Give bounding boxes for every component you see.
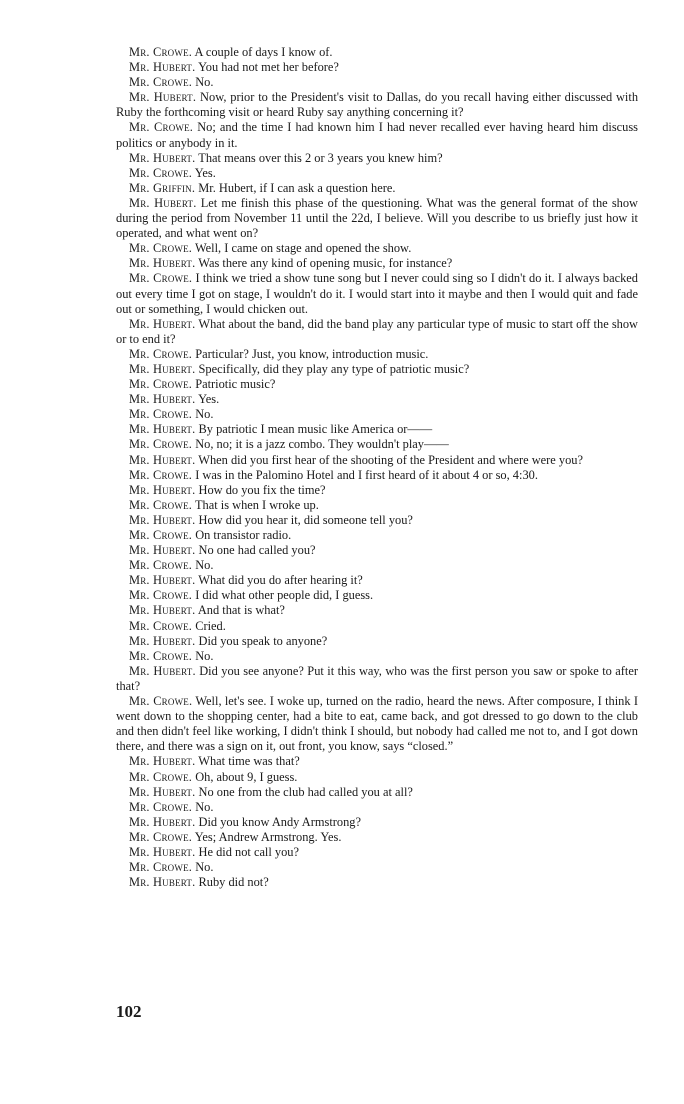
utterance-text: What did you do after hearing it? [198, 573, 363, 588]
transcript-line [116, 483, 638, 498]
transcript-line [116, 845, 638, 860]
speaker-name: Mr. Hubert. [129, 543, 196, 558]
transcript-line [116, 271, 638, 316]
speaker-name: Mr. Crowe. [129, 769, 193, 784]
speaker-name: Mr. Hubert. [129, 573, 196, 588]
transcript-line [116, 603, 638, 618]
transcript-line [116, 90, 638, 120]
transcript-line [116, 558, 638, 573]
transcript-line [116, 619, 638, 634]
transcript-line [116, 634, 638, 649]
speaker-name: Mr. Hubert. [129, 452, 196, 467]
transcript-line [116, 422, 638, 437]
speaker-name: Mr. Hubert. [129, 90, 197, 105]
utterance-text: Did you see anyone? Put it this way, who was the first person you saw or spoke to after that? [116, 663, 638, 693]
speaker-name: Mr. Crowe. [129, 271, 193, 286]
utterance-text: No one from the club had called you at all? [198, 784, 413, 799]
speaker-name: Mr. Crowe. [129, 829, 193, 844]
transcript-line [116, 407, 638, 422]
utterance-text: That is when I wroke up. [194, 497, 319, 512]
transcript-line [116, 468, 638, 483]
speaker-name: Mr. Griffin. [129, 180, 196, 195]
speaker-name: Mr. Hubert. [129, 256, 196, 271]
transcript-line [116, 800, 638, 815]
transcript-line [116, 151, 638, 166]
utterance-text: Yes. [198, 392, 220, 407]
speaker-name: Mr. Crowe. [129, 528, 193, 542]
transcript-line [116, 60, 638, 75]
speaker-name: Mr. Hubert. [129, 150, 196, 165]
speaker-name: Mr. Hubert. [129, 784, 196, 799]
transcript-line [116, 754, 638, 769]
speaker-name: Mr. Hubert. [129, 361, 196, 376]
utterance-text: Well, I came on stage and opened the show. [194, 241, 412, 256]
speaker-name: Mr. Hubert. [129, 603, 196, 618]
transcript-line [116, 362, 638, 377]
utterance-text: Mr. Hubert, if I can ask a question here. [198, 180, 396, 195]
utterance-text: Oh, about 9, I guess. [195, 769, 298, 784]
transcript-line [116, 785, 638, 800]
utterance-text: By patriotic I mean music like America or—— [198, 422, 433, 437]
utterance-text: He did not call you? [198, 844, 300, 859]
speaker-name: Mr. Crowe. [129, 860, 193, 875]
utterance-text: Well, let's see. I woke up, turned on the radio, heard the news. After composure, I think I went down to the shopping center, had a bite to eat, came back, and got dressed to go down to the club and then didn't feel like working, I didn't think I should, but nobody had called me not to, and I got down there, and there was a sign on it, out front, you know, says “closed.” [116, 694, 638, 754]
speaker-name: Mr. Hubert. [129, 633, 196, 648]
speaker-name: Mr. Crowe. [129, 618, 193, 633]
utterance-text: No, no; it is a jazz combo. They wouldn't play—— [195, 437, 449, 452]
transcript-line [116, 392, 638, 407]
utterance-text: When did you first hear of the shooting of the President and where were you? [198, 452, 583, 467]
speaker-name: Mr. Crowe. [129, 558, 193, 573]
utterance-text: I think we tried a show tune song but I never could sing so I didn't do it. I always backed out every time I got on stage, I wouldn't do it. I would start into it maybe and then I would quit and fade out or something, I would chicken out. [116, 271, 638, 316]
speaker-name: Mr. Crowe. [129, 467, 193, 482]
utterance-text: Yes; Andrew Armstrong. Yes. [194, 829, 342, 844]
transcript-line [116, 120, 638, 150]
speaker-name: Mr. Crowe. [129, 120, 194, 135]
transcript-line [116, 241, 638, 256]
transcript-line [116, 664, 638, 694]
utterance-text: On transistor radio. [195, 528, 292, 542]
testimony-transcript [116, 45, 638, 890]
speaker-name: Mr. Hubert. [129, 875, 196, 890]
speaker-name: Mr. Hubert. [129, 392, 196, 407]
transcript-line [116, 75, 638, 90]
utterance-text: No. [195, 407, 214, 422]
speaker-name: Mr. Crowe. [129, 588, 193, 603]
speaker-name: Mr. Hubert. [129, 844, 196, 859]
transcript-line [116, 528, 638, 543]
speaker-name: Mr. Hubert. [129, 663, 196, 678]
transcript-line [116, 437, 638, 452]
page-number: 102 [116, 1002, 142, 1021]
transcript-line [116, 860, 638, 875]
transcript-line [116, 256, 638, 271]
transcript-line [116, 513, 638, 528]
transcript-line [116, 377, 638, 392]
speaker-name: Mr. Crowe. [129, 497, 193, 512]
utterance-text: I did what other people did, I guess. [195, 588, 374, 603]
speaker-name: Mr. Crowe. [129, 241, 193, 256]
speaker-name: Mr. Crowe. [129, 694, 193, 709]
transcript-line [116, 166, 638, 181]
speaker-name: Mr. Hubert. [129, 422, 196, 437]
transcript-line [116, 770, 638, 785]
utterance-text: Did you know Andy Armstrong? [198, 814, 361, 829]
utterance-text: And that is what? [197, 603, 285, 618]
utterance-text: What time was that? [198, 754, 300, 769]
utterance-text: How do you fix the time? [198, 482, 326, 497]
utterance-text: No. [195, 799, 214, 814]
utterance-text: That means over this 2 or 3 years you knew him? [198, 150, 443, 165]
utterance-text: No. [195, 75, 214, 90]
utterance-text: How did you hear it, did someone tell you? [198, 512, 413, 527]
speaker-name: Mr. Crowe. [129, 437, 193, 452]
utterance-text: Ruby did not? [198, 875, 269, 890]
speaker-name: Mr. Crowe. [129, 377, 193, 392]
utterance-text: A couple of days I know of. [194, 45, 333, 59]
speaker-name: Mr. Hubert. [129, 754, 196, 769]
transcript-line [116, 649, 638, 664]
transcript-line [116, 347, 638, 362]
utterance-text: No. [195, 860, 214, 875]
speaker-name: Mr. Hubert. [129, 195, 197, 210]
utterance-text: Did you speak to anyone? [198, 633, 328, 648]
document-page [116, 45, 638, 890]
speaker-name: Mr. Crowe. [129, 407, 193, 422]
transcript-line [116, 196, 638, 241]
transcript-line [116, 588, 638, 603]
speaker-name: Mr. Crowe. [129, 165, 193, 180]
utterance-text: Was there any kind of opening music, for instance? [198, 256, 453, 271]
speaker-name: Mr. Hubert. [129, 814, 196, 829]
transcript-line [116, 694, 638, 754]
utterance-text: Particular? Just, you know, introduction music. [195, 346, 429, 361]
utterance-text: No one had called you? [198, 543, 316, 558]
speaker-name: Mr. Crowe. [129, 45, 193, 59]
utterance-text: Patriotic music? [195, 377, 276, 392]
transcript-line [116, 875, 638, 890]
utterance-text: No. [195, 558, 214, 573]
transcript-line [116, 543, 638, 558]
speaker-name: Mr. Hubert. [129, 482, 196, 497]
speaker-name: Mr. Hubert. [129, 316, 196, 331]
speaker-name: Mr. Crowe. [129, 648, 193, 663]
speaker-name: Mr. Hubert. [129, 60, 196, 75]
transcript-line [116, 181, 638, 196]
transcript-line [116, 317, 638, 347]
speaker-name: Mr. Crowe. [129, 75, 193, 90]
utterance-text: I was in the Palomino Hotel and I first heard of it about 4 or so, 4:30. [195, 467, 538, 482]
utterance-text: You had not met her before? [198, 60, 339, 75]
speaker-name: Mr. Crowe. [129, 346, 193, 361]
utterance-text: Let me finish this phase of the questioning. What was the general format of the show during the period from November 11 until the 22d, I believe. Will you describe to us briefly just how it operated, and what went on? [116, 195, 638, 241]
transcript-line [116, 573, 638, 588]
transcript-line [116, 453, 638, 468]
utterance-text: Yes. [194, 165, 216, 180]
speaker-name: Mr. Hubert. [129, 512, 196, 527]
utterance-text: Cried. [195, 618, 226, 633]
transcript-line [116, 498, 638, 513]
transcript-line [116, 830, 638, 845]
utterance-text: No; and the time I had known him I had never recalled ever having heard him discuss politics or anybody in it. [116, 120, 639, 150]
transcript-line [116, 815, 638, 830]
utterance-text: Now, prior to the President's visit to Dallas, do you recall having either discussed with Ruby the forthcoming visit or heard Ruby say anything concerning it? [116, 90, 639, 120]
transcript-line [116, 45, 638, 60]
utterance-text: Specifically, did they play any type of patriotic music? [198, 361, 470, 376]
speaker-name: Mr. Crowe. [129, 799, 193, 814]
utterance-text: What about the band, did the band play any particular type of music to start off the show or to end it? [116, 316, 638, 346]
utterance-text: No. [195, 648, 214, 663]
